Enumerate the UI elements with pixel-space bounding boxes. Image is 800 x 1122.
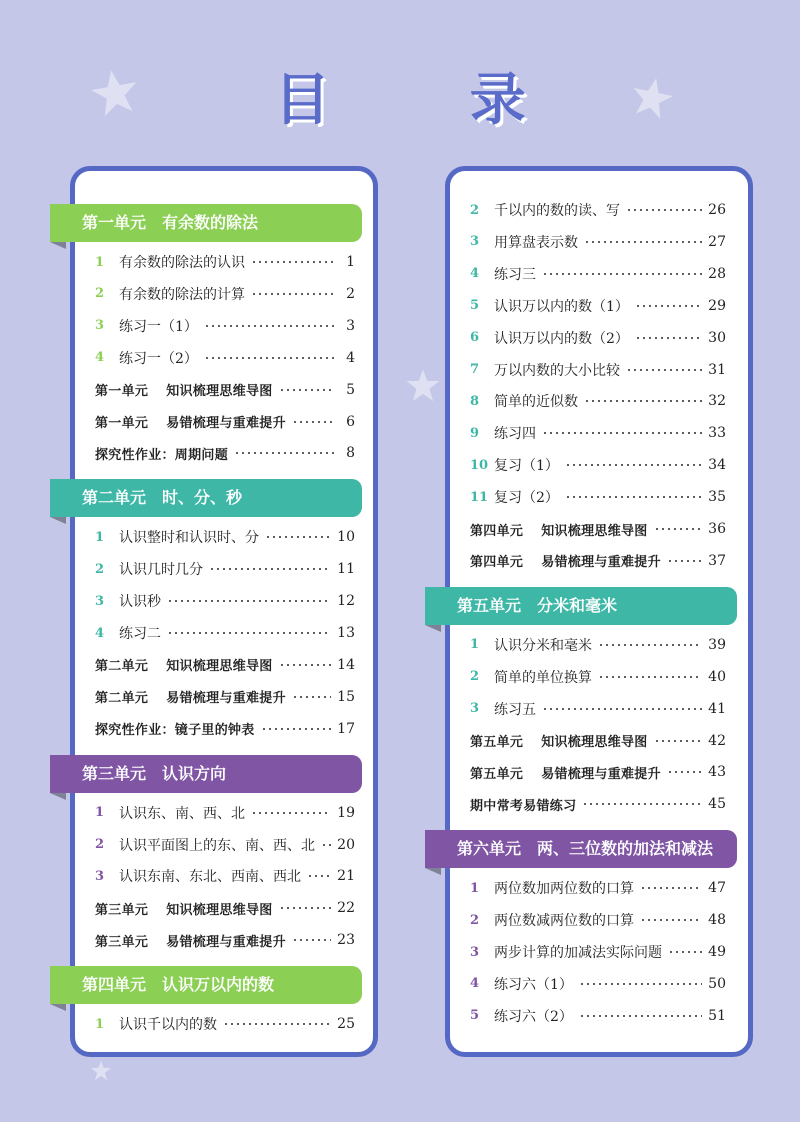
toc-entry[interactable] (95, 715, 355, 743)
toc-entry[interactable] (470, 938, 726, 966)
page-number: 4 (346, 349, 355, 366)
leader-dots (279, 389, 335, 391)
entry-label: 知识梳理思维导图 (541, 735, 648, 750)
page-number: 10 (337, 529, 355, 546)
entry-title (119, 803, 245, 823)
toc-entry[interactable] (470, 874, 726, 902)
page-number: 41 (708, 700, 726, 717)
entry-number: 6 (470, 330, 480, 346)
page-number: 25 (337, 1016, 355, 1033)
entry-title (494, 455, 559, 475)
entry-number: 2 (470, 202, 480, 218)
leader-dots (579, 983, 702, 985)
toc-entry[interactable] (95, 280, 355, 308)
page-number: 27 (708, 233, 726, 250)
entry-unit: 第四单元 (470, 523, 524, 539)
toc-entry[interactable] (95, 555, 355, 583)
entry-title (494, 635, 592, 655)
entry-title (119, 866, 301, 886)
entry-title (119, 559, 203, 579)
entry-title (119, 1014, 217, 1034)
entry-title (95, 380, 273, 399)
section-header: 第一单元 有余数的除法 (50, 204, 362, 242)
entry-number: 3 (470, 944, 480, 960)
toc-entry[interactable] (95, 926, 355, 954)
entry-label: 复习（2） (494, 490, 559, 507)
leader-dots (251, 261, 335, 263)
toc-entry[interactable] (470, 196, 726, 224)
page-number: 2 (346, 285, 355, 302)
page-number: 47 (708, 880, 726, 897)
leader-dots (279, 907, 332, 909)
entry-label: 练习六（2） (494, 1008, 573, 1025)
toc-entry[interactable] (470, 228, 726, 256)
leader-dots (321, 844, 331, 846)
entry-label: 认识东、南、西、北 (119, 805, 245, 822)
entry-label: 万以内数的大小比较 (494, 362, 620, 379)
entry-label: 探究性作业：周期问题 (95, 447, 229, 463)
entry-title (494, 423, 536, 443)
entry-label: 认识东南、东北、西南、西北 (119, 869, 301, 886)
section-header: 第二单元 时、分、秒 (50, 479, 362, 517)
toc-entry[interactable] (470, 906, 726, 934)
entry-label: 用算盘表示数 (494, 234, 578, 251)
leader-dots (261, 728, 332, 730)
entry-label: 两位数减两位数的口算 (494, 913, 634, 930)
entry-title (494, 328, 629, 348)
entry-unit: 第五单元 (470, 766, 524, 782)
entry-number: 2 (470, 669, 480, 685)
leader-dots (668, 951, 702, 953)
entry-number: 2 (470, 912, 480, 928)
toc-entry[interactable] (470, 419, 726, 447)
entry-label: 练习二 (119, 626, 161, 642)
entry-label: 两步计算的加减法实际问题 (494, 945, 662, 961)
entry-title (119, 348, 198, 368)
toc-entry[interactable] (470, 387, 726, 415)
entry-label: 认识千以内的数 (119, 1017, 217, 1034)
leader-dots (654, 740, 703, 742)
entry-title (95, 655, 273, 674)
entry-label: 易错梳理与重难提升 (166, 934, 286, 950)
leader-dots (626, 209, 702, 211)
entry-unit: 第二单元 (95, 659, 149, 675)
page-number: 14 (337, 656, 355, 673)
leader-dots (584, 241, 702, 243)
toc-entry[interactable] (470, 451, 726, 479)
entry-unit: 第五单元 (470, 735, 524, 750)
leader-dots (204, 325, 335, 327)
toc-entry[interactable] (470, 260, 726, 288)
toc-entry[interactable] (470, 547, 726, 575)
toc-entry[interactable] (95, 312, 355, 340)
leader-dots (635, 305, 702, 307)
toc-entry[interactable] (470, 1002, 726, 1030)
entry-title (119, 591, 161, 611)
entry-title (470, 763, 661, 782)
entry-title (119, 252, 245, 272)
page-number: 8 (346, 445, 355, 462)
entry-label: 练习四 (494, 426, 536, 443)
page-number: 6 (346, 413, 355, 430)
page-number: 23 (337, 932, 355, 949)
page-number: 17 (337, 720, 355, 737)
entry-label: 练习六（1） (494, 976, 573, 993)
entry-title (119, 835, 315, 855)
page-number: 30 (708, 329, 726, 346)
leader-dots (167, 600, 331, 602)
page-number: 34 (708, 457, 726, 474)
page-number: 5 (346, 381, 355, 398)
leader-dots (542, 432, 702, 434)
entry-unit: 第一单元 (95, 416, 149, 431)
entry-number: 9 (470, 425, 480, 441)
leader-dots (204, 357, 335, 359)
page-number: 13 (337, 625, 355, 641)
entry-title (470, 731, 648, 750)
page-number: 42 (708, 732, 726, 749)
star-icon (90, 1060, 112, 1082)
page-number: 20 (337, 836, 355, 853)
entry-unit: 第一单元 (95, 384, 149, 400)
entry-label: 简单的近似数 (494, 394, 578, 411)
toc-entry[interactable] (95, 587, 355, 615)
section-header: 第四单元 认识万以内的数 (50, 966, 362, 1004)
leader-dots (167, 632, 331, 634)
page-number: 43 (708, 764, 726, 781)
entry-label: 认识秒 (119, 594, 161, 611)
section-header: 第五单元 分米和毫米 (425, 587, 737, 625)
page-number: 15 (337, 688, 355, 705)
entry-number: 4 (470, 266, 480, 282)
entry-title (494, 487, 559, 507)
page-number: 29 (708, 297, 726, 314)
toc-entry[interactable] (95, 344, 355, 372)
toc-entry[interactable] (95, 408, 355, 436)
star-icon (405, 368, 441, 404)
entry-label: 易错梳理与重难提升 (541, 766, 661, 782)
entry-label: 认识整时和认识时、分 (119, 530, 259, 547)
page-number: 40 (708, 668, 726, 685)
leader-dots (292, 696, 331, 698)
leader-dots (584, 400, 702, 402)
entry-number: 3 (470, 234, 480, 250)
entry-title (494, 200, 620, 220)
page-number: 51 (708, 1007, 726, 1024)
entry-number: 10 (470, 457, 489, 473)
entry-label: 易错梳理与重难提升 (166, 416, 286, 431)
leader-dots (234, 452, 335, 454)
entry-unit: 第二单元 (95, 691, 149, 707)
toc-entry[interactable] (95, 894, 355, 922)
entry-number: 2 (95, 286, 105, 302)
toc-entry[interactable] (95, 651, 355, 679)
entry-number: 4 (95, 350, 105, 366)
leader-dots (565, 464, 702, 466)
toc-entry[interactable] (95, 523, 355, 551)
entry-title (470, 795, 576, 814)
entry-title (119, 284, 245, 304)
page-number: 48 (708, 912, 726, 929)
leader-dots (579, 1015, 702, 1017)
leader-dots (265, 536, 331, 538)
toc-entry[interactable] (95, 376, 355, 404)
entry-title (95, 719, 255, 738)
toc-entry[interactable] (95, 799, 355, 827)
entry-label: 有余数的除法的计算 (119, 286, 245, 303)
toc-entry[interactable] (470, 758, 726, 786)
page-number: 19 (337, 804, 355, 821)
toc-entry[interactable] (470, 695, 726, 723)
page-number: 12 (337, 593, 355, 610)
entry-number: 1 (470, 880, 480, 896)
entry-title (95, 412, 286, 431)
leader-dots (279, 664, 332, 666)
entry-title (494, 942, 662, 962)
leader-dots (251, 293, 335, 295)
leader-dots (598, 644, 702, 646)
entry-label: 探究性作业：镜子里的钟表 (95, 723, 255, 739)
entry-title (470, 551, 661, 570)
entry-number: 1 (95, 529, 105, 545)
leader-dots (292, 939, 331, 941)
entry-number: 3 (95, 318, 105, 334)
entry-title (494, 391, 578, 411)
page-number: 39 (708, 636, 726, 653)
toc-entry[interactable] (470, 515, 726, 543)
leader-dots (667, 560, 702, 562)
toc-entry[interactable] (470, 356, 726, 384)
entry-title (494, 296, 629, 316)
entry-label: 练习五 (494, 701, 536, 718)
leader-dots (654, 528, 703, 530)
entry-number: 1 (470, 637, 480, 653)
toc-entry[interactable] (470, 324, 726, 352)
entry-number: 11 (470, 489, 489, 505)
entry-number: 3 (95, 593, 105, 609)
page-number: 3 (346, 317, 355, 334)
leader-dots (251, 812, 331, 814)
page-number: 32 (708, 393, 726, 410)
entry-label: 复习（1） (494, 458, 559, 475)
entry-label: 认识万以内的数（1） (494, 298, 629, 315)
entry-label: 认识平面图上的东、南、西、北 (119, 837, 315, 854)
leader-dots (582, 803, 702, 805)
page-title: 目 录 (274, 68, 586, 133)
entry-label: 认识分米和毫米 (494, 637, 592, 654)
toc-entry[interactable] (470, 631, 726, 659)
page-number: 21 (337, 868, 355, 885)
entry-title (470, 520, 648, 539)
page-number: 50 (708, 975, 726, 992)
leader-dots (640, 887, 702, 889)
toc-entry[interactable] (470, 663, 726, 691)
leader-dots (307, 875, 331, 877)
entry-label: 知识梳理思维导图 (166, 659, 273, 675)
section-header: 第三单元 认识方向 (50, 755, 362, 793)
entry-title (119, 623, 161, 643)
page-number: 36 (708, 521, 726, 537)
leader-dots (635, 337, 702, 339)
leader-dots (667, 771, 702, 773)
toc-entry[interactable] (470, 727, 726, 755)
leader-dots (598, 676, 702, 678)
leader-dots (542, 273, 702, 275)
entry-title (494, 1006, 573, 1026)
leader-dots (292, 421, 335, 423)
entry-label: 易错梳理与重难提升 (541, 555, 661, 571)
toc-entry[interactable] (95, 439, 355, 467)
entry-number: 3 (95, 868, 105, 884)
page-number: 31 (708, 361, 726, 378)
entry-number: 1 (95, 1016, 105, 1032)
entry-label: 知识梳理思维导图 (166, 902, 273, 918)
toc-entry[interactable] (470, 790, 726, 818)
page-number: 26 (708, 202, 726, 218)
entry-number: 5 (470, 298, 480, 314)
leader-dots (223, 1023, 331, 1025)
entry-title (494, 878, 634, 898)
entry-label: 简单的单位换算 (494, 669, 592, 686)
toc-entry[interactable] (470, 483, 726, 511)
entry-unit: 第四单元 (470, 555, 524, 571)
entry-number: 4 (470, 976, 480, 992)
page-number: 1 (346, 254, 355, 270)
entry-number: 2 (95, 561, 105, 577)
entry-label: 练习三 (494, 266, 536, 283)
entry-unit: 第三单元 (95, 902, 149, 918)
toc-entry[interactable] (470, 970, 726, 998)
entry-title (95, 931, 286, 950)
page-number: 11 (337, 561, 355, 578)
entry-title (494, 264, 536, 284)
entry-label: 知识梳理思维导图 (541, 523, 648, 539)
entry-number: 2 (95, 837, 105, 852)
leader-dots (565, 496, 702, 498)
entry-number: 5 (470, 1008, 480, 1024)
toc-entry[interactable] (95, 248, 355, 276)
entry-label: 认识几时几分 (119, 562, 203, 579)
entry-number: 3 (470, 701, 480, 717)
entry-title (494, 974, 573, 994)
entry-label: 期中常考易错练习 (470, 798, 577, 814)
entry-title (494, 699, 536, 719)
page-number: 22 (337, 900, 355, 917)
section-header: 第六单元 两、三位数的加法和减法 (425, 830, 737, 868)
entry-title (119, 527, 259, 547)
entry-label: 两位数加两位数的口算 (494, 881, 634, 898)
toc-entry[interactable] (470, 292, 726, 320)
entry-title (494, 667, 592, 687)
toc-entry[interactable] (95, 683, 355, 711)
toc-entry[interactable] (95, 619, 355, 647)
entry-title (494, 232, 578, 252)
toc-entry[interactable] (95, 831, 355, 859)
entry-title (494, 910, 634, 930)
entry-title (95, 899, 273, 918)
entry-label: 易错梳理与重难提升 (166, 691, 286, 707)
entry-number: 1 (95, 254, 105, 270)
entry-number: 4 (95, 625, 105, 641)
entry-number: 8 (470, 393, 480, 409)
toc-entry[interactable] (95, 862, 355, 890)
entry-label: 练习一（1） (119, 318, 198, 335)
entry-label: 千以内的数的读、写 (494, 203, 620, 219)
page-number: 28 (708, 265, 726, 282)
entry-unit: 第三单元 (95, 934, 149, 950)
entry-title (95, 444, 228, 463)
entry-title (95, 687, 286, 706)
entry-label: 知识梳理思维导图 (166, 384, 273, 400)
page-number: 37 (708, 552, 726, 569)
page-number: 35 (708, 489, 726, 506)
page-number: 45 (708, 796, 726, 813)
entry-title (119, 316, 198, 336)
entry-title (494, 360, 620, 380)
leader-dots (626, 369, 702, 371)
entry-label: 练习一（2） (119, 350, 198, 367)
leader-dots (542, 708, 702, 710)
page-number: 49 (708, 944, 726, 960)
entry-number: 1 (95, 805, 105, 821)
leader-dots (209, 568, 331, 570)
entry-label: 有余数的除法的认识 (119, 255, 245, 271)
page-number: 33 (708, 425, 726, 442)
leader-dots (640, 919, 702, 921)
entry-label: 认识万以内的数（2） (494, 330, 629, 347)
toc-entry[interactable] (95, 1010, 355, 1038)
entry-number: 7 (470, 362, 480, 377)
